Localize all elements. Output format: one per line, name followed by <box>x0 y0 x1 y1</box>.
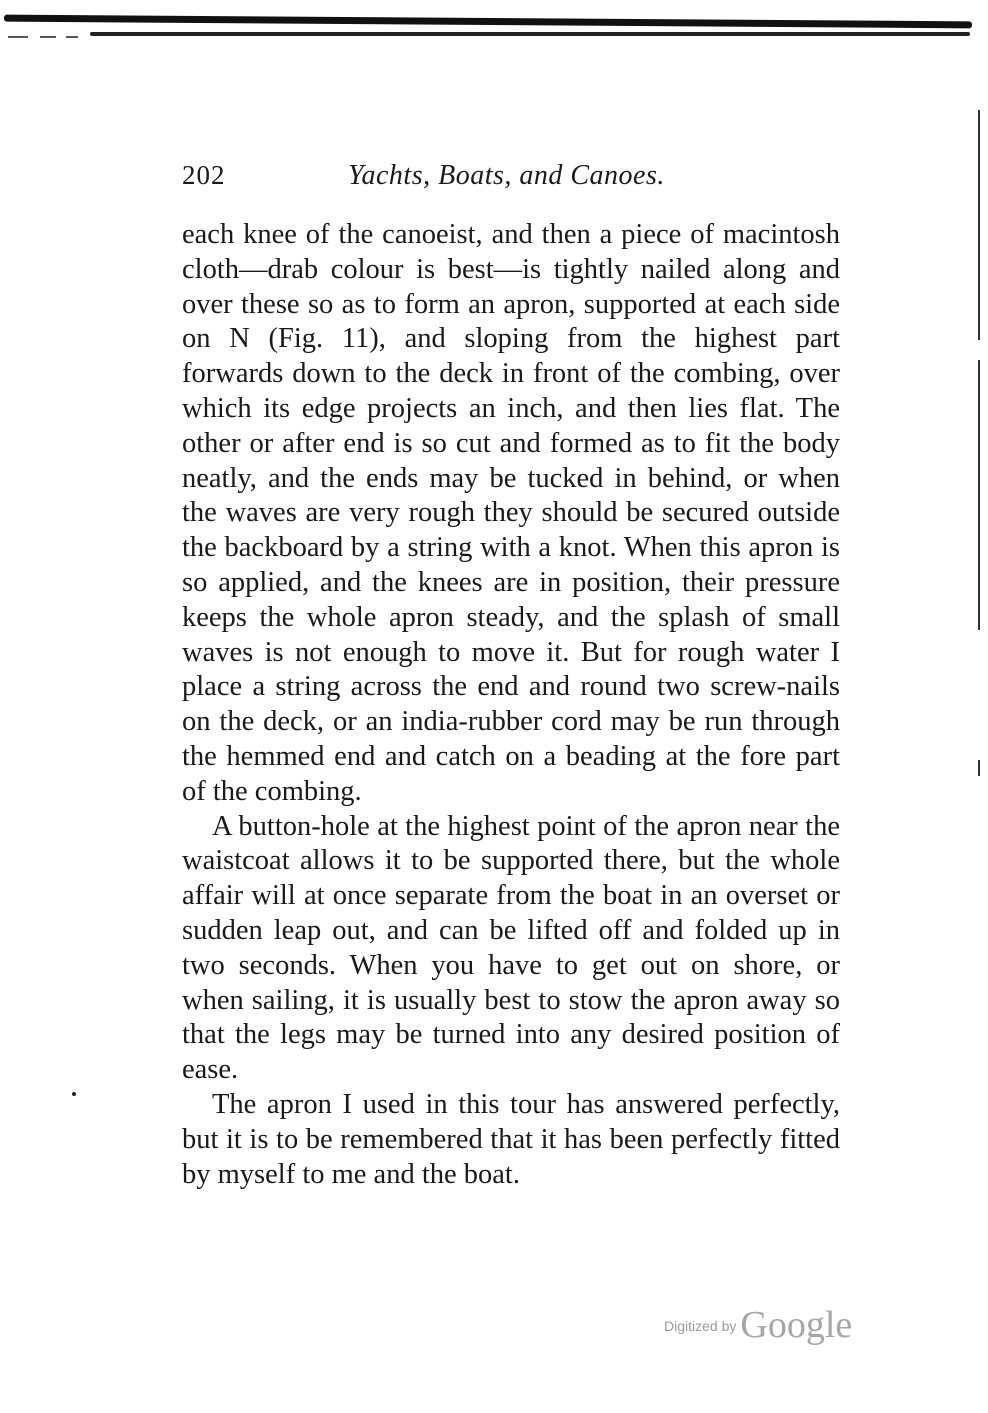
paragraph: each knee of the canoeist, and then a piece of macintosh cloth—drab colour is best—is tightly nailed along and over these so as to form an apron, supported at each side on N (Fig. 11), and sloping from the highest part forwards down to the deck in front of the combing, over which its edge projects an inch, and then lies flat. The other or after end is so cut and formed as to fit the body neatly, and the ends may be tucked in behind, or when the waves are very rough they should be secured outside the backboard by a string with a knot. When this apron is so applied, and the knees are in position, their pressure keeps the whole apron steady, and the splash of small waves is not enough to move it. But for rough water I place a string across the end and round two screw-nails on the deck, or an india-rubber cord may be run through the hemmed end and catch on a beading at the fore part of the combing. <box>182 219 840 807</box>
page-header <box>182 160 842 200</box>
running-title: Yachts, Boats, and Canoes. <box>348 160 665 191</box>
body-text <box>182 218 840 1192</box>
paragraph: The apron I used in this tour has answered perfectly, but it is to be remembered that it has been perfectly fitted by myself to me and the boat. <box>182 1088 840 1190</box>
scan-dash <box>66 36 78 38</box>
paragraph: A button-hole at the highest point of the apron near the waistcoat allows it to be supported there, but the whole affair will at once separate from the boat in an overset or sudden leap out, and can be lifted off and folded up in two seconds. When you have to get out on shore, or when sailing, it is usually best to stow the apron away so that the legs may be turned into any desired position of ease. <box>182 810 840 1086</box>
scan-edge-line <box>978 360 980 630</box>
scan-edge-line <box>978 110 980 340</box>
google-logo: Google <box>740 1304 853 1346</box>
top-scan-rule-lower <box>90 32 970 36</box>
scan-dash <box>8 36 28 38</box>
digitized-watermark <box>664 1303 852 1347</box>
scan-speck <box>72 1092 76 1096</box>
page-number: 202 <box>182 160 226 190</box>
top-scan-rule <box>4 15 972 29</box>
scan-dash <box>40 36 56 38</box>
scan-edge-mark <box>978 760 980 776</box>
watermark-label: Digitized by <box>664 1318 737 1334</box>
